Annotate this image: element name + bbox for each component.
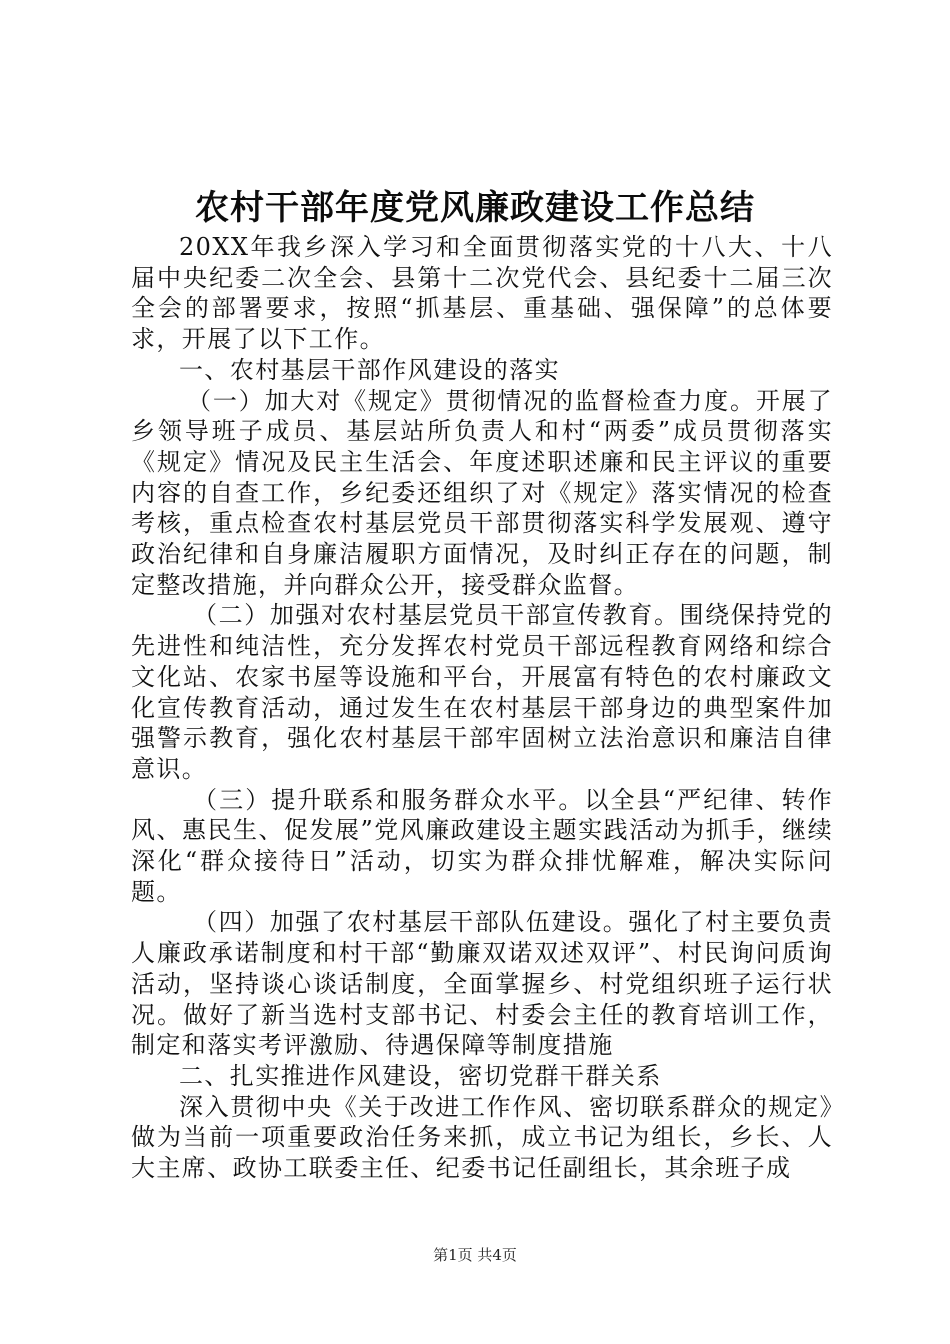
document-body [131,232,833,1184]
page-footer: 第1页 共4页 [433,1246,517,1264]
section-heading-1: 一、农村基层干部作风建设的落实 [179,355,560,384]
section-heading-2: 二、扎实推进作风建设，密切党群干群关系 [179,1061,662,1090]
subsection-paragraph-1: （一）加大对《规定》贯彻情况的监督检查力度。开展了乡领导班子成员、基层站所负责人和村“两委”成员贯彻落实《规定》情况及民主生活会、年度述职述廉和民主评议的重要内容的自查工作，乡纪委还组织了对《规定》落实情况的检查考核，重点检查农村基层党员干部贯彻落实科学发展观、遵守政治纪律和自身廉洁履职方面情况，及时纠正存在的问题，制定整改措施，并向群众公开，接受群众监督。 [131,386,833,599]
subsection-paragraph-4: （四）加强了农村基层干部队伍建设。强化了村主要负责人廉政承诺制度和村干部“勤廉双诺双述双评”、村民询问质询活动，坚持谈心谈话制度，全面掌握乡、村党组织班子运行状况。做好了新当选村支部书记、村委会主任的教育培训工作，制定和落实考评激励、待遇保障等制度措施 [131,908,833,1060]
section-2-paragraph: 深入贯彻中央《关于改进工作作风、密切联系群众的规定》做为当前一项重要政治任务来抓，成立书记为组长，乡长、人大主席、政协工联委主任、纪委书记任副组长，其余班子成 [131,1092,833,1183]
document-title: 农村干部年度党风廉政建设工作总结 [195,188,755,228]
subsection-paragraph-2: （二）加强对农村基层党员干部宣传教育。围绕保持党的先进性和纯洁性，充分发挥农村党员干部远程教育网络和综合文化站、农家书屋等设施和平台，开展富有特色的农村廉政文化宣传教育活动，通过发生在农村基层干部身边的典型案件加强警示教育，强化农村基层干部牢固树立法治意识和廉洁自律意识。 [131,601,833,783]
intro-paragraph: 20XX年我乡深入学习和全面贯彻落实党的十八大、十八届中央纪委二次全会、县第十二次党代会、县纪委十二届三次全会的部署要求，按照“抓基层、重基础、强保障”的总体要求，开展了以下工作。 [131,233,833,354]
subsection-paragraph-3: （三）提升联系和服务群众水平。以全县“严纪律、转作风、惠民生、促发展”党风廉政建设主题实践活动为抓手，继续深化“群众接待日”活动，切实为群众排忧解难，解决实际问题。 [131,785,833,906]
